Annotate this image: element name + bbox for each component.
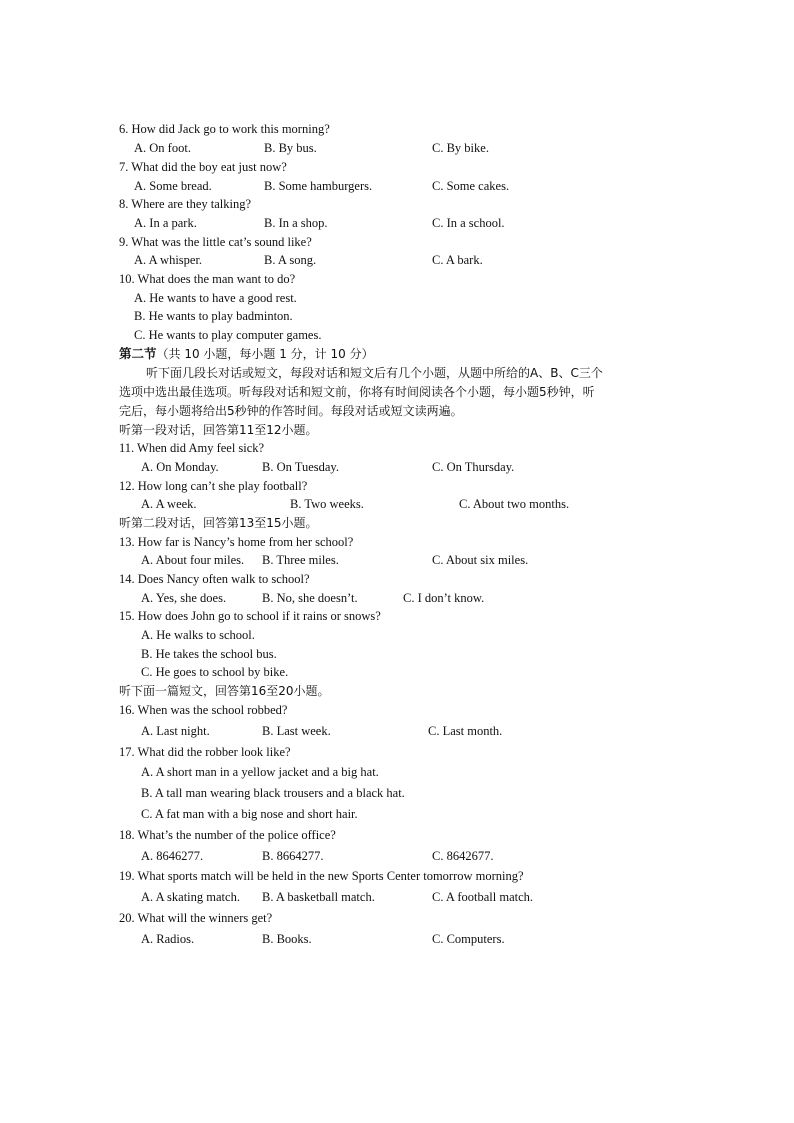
- question-18-option-a: A. 8646277.: [141, 849, 204, 863]
- question-6-option-b: B. By bus.: [264, 141, 317, 155]
- question-18-option-c: C. 8642677.: [432, 849, 494, 863]
- question-16-option-c: C. Last month.: [428, 724, 503, 738]
- question-15-stem: 15. How does John go to school if it rains or snows?: [119, 609, 381, 623]
- question-17-option-a: A. A short man in a yellow jacket and a big hat.: [141, 765, 379, 779]
- question-7-option-a: A. Some bread.: [134, 179, 212, 193]
- question-11-option-b: B. On Tuesday.: [262, 460, 339, 474]
- question-18-option-b: B. 8664277.: [262, 849, 324, 863]
- question-9-option-c: C. A bark.: [432, 253, 483, 267]
- question-14-option-a: A. Yes, she does.: [141, 591, 227, 605]
- question-20-option-b: B. Books.: [262, 932, 312, 946]
- question-16-option-b: B. Last week.: [262, 724, 331, 738]
- section-2-heading: [119, 346, 374, 362]
- dialog-2-instruction: 听第二段对话，回答第13至15小题。: [119, 516, 318, 530]
- question-13-option-a: A. About four miles.: [141, 553, 245, 567]
- question-12-stem: 12. How long can’t she play football?: [119, 479, 308, 493]
- question-16-option-a: A. Last night.: [141, 724, 210, 738]
- passage-instruction: 听下面一篇短文，回答第16至20小题。: [119, 684, 330, 698]
- section-2-instructions-line-3: 完后，每小题将给出5秒钟的作答时间。每段对话或短文读两遍。: [119, 404, 463, 418]
- question-9-option-b: B. A song.: [264, 253, 317, 267]
- question-14-stem: 14. Does Nancy often walk to school?: [119, 572, 310, 586]
- question-7-option-c: C. Some cakes.: [432, 179, 510, 193]
- question-13-option-b: B. Three miles.: [262, 553, 339, 567]
- question-8-option-a: A. In a park.: [134, 216, 197, 230]
- question-13-option-c: C. About six miles.: [432, 553, 529, 567]
- question-17-stem: 17. What did the robber look like?: [119, 745, 291, 759]
- question-19-option-a: A. A skating match.: [141, 890, 240, 904]
- question-15-option-b: B. He takes the school bus.: [141, 647, 277, 661]
- section-2-instructions-line-2: 选项中选出最佳选项。听每段对话和短文前，你将有时间阅读各个小题，每小题5秒钟，听: [119, 385, 595, 399]
- question-10-stem: 10. What does the man want to do?: [119, 272, 296, 286]
- question-8-option-b: B. In a shop.: [264, 216, 328, 230]
- question-10-option-b: B. He wants to play badminton.: [134, 309, 293, 323]
- question-11-option-a: A. On Monday.: [141, 460, 219, 474]
- question-20-option-a: A. Radios.: [141, 932, 195, 946]
- question-9-option-a: A. A whisper.: [134, 253, 203, 267]
- question-12-option-c: C. About two months.: [459, 497, 570, 511]
- question-20-option-c: C. Computers.: [432, 932, 505, 946]
- question-14-option-c: C. I don’t know.: [403, 591, 485, 605]
- question-16-stem: 16. When was the school robbed?: [119, 703, 288, 717]
- question-14-option-b: B. No, she doesn’t.: [262, 591, 358, 605]
- question-6-stem: 6. How did Jack go to work this morning?: [119, 122, 330, 136]
- question-13-stem: 13. How far is Nancy’s home from her school?: [119, 535, 354, 549]
- question-19-option-b: B. A basketball match.: [262, 890, 375, 904]
- question-8-option-c: C. In a school.: [432, 216, 505, 230]
- section-2-heading-rest: （共 10 小题，每小题 1 分，计 10 分）: [156, 347, 374, 361]
- question-19-stem: 19. What sports match will be held in the new Sports Center tomorrow morning?: [119, 869, 524, 883]
- section-2-instructions-line-1: 听下面几段长对话或短文，每段对话和短文后有几个小题，从题中所给的A、B、C三个: [146, 366, 603, 380]
- question-11-option-c: C. On Thursday.: [432, 460, 515, 474]
- question-9-stem: 9. What was the little cat’s sound like?: [119, 235, 312, 249]
- question-8-stem: 8. Where are they talking?: [119, 197, 252, 211]
- question-7-stem: 7. What did the boy eat just now?: [119, 160, 287, 174]
- section-2-heading-bold: 第二节: [119, 346, 157, 361]
- question-12-option-b: B. Two weeks.: [290, 497, 364, 511]
- question-15-option-c: C. He goes to school by bike.: [141, 665, 289, 679]
- question-17-option-b: B. A tall man wearing black trousers and a black hat.: [141, 786, 405, 800]
- question-7-option-b: B. Some hamburgers.: [264, 179, 373, 193]
- dialog-1-instruction: 听第一段对话，回答第11至12小题。: [119, 423, 318, 437]
- question-18-stem: 18. What’s the number of the police office?: [119, 828, 336, 842]
- question-6-option-a: A. On foot.: [134, 141, 191, 155]
- question-10-option-a: A. He wants to have a good rest.: [134, 291, 297, 305]
- question-10-option-c: C. He wants to play computer games.: [134, 328, 322, 342]
- question-19-option-c: C. A football match.: [432, 890, 534, 904]
- question-12-option-a: A. A week.: [141, 497, 197, 511]
- question-11-stem: 11. When did Amy feel sick?: [119, 441, 265, 455]
- question-17-option-c: C. A fat man with a big nose and short hair.: [141, 807, 358, 821]
- question-15-option-a: A. He walks to school.: [141, 628, 255, 642]
- question-6-option-c: C. By bike.: [432, 141, 489, 155]
- question-20-stem: 20. What will the winners get?: [119, 911, 273, 925]
